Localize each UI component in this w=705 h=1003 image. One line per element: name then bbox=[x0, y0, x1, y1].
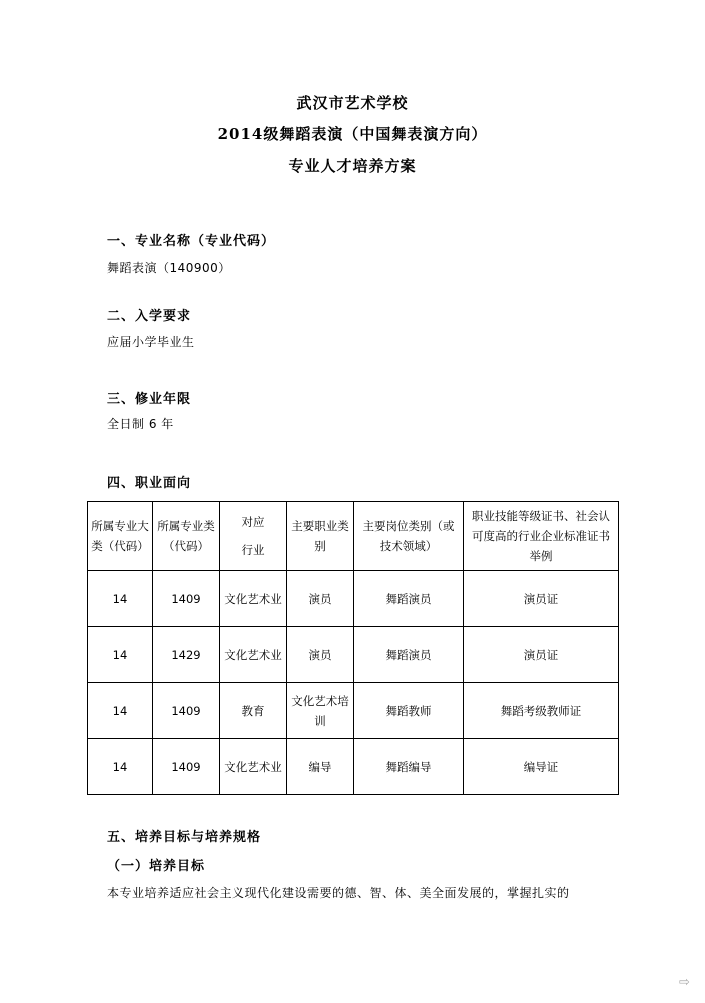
program-title: 2014级舞蹈表演（中国舞表演方向） bbox=[217, 125, 488, 143]
section-1-heading: 一、专业名称（专业代码） bbox=[107, 234, 276, 249]
section-5-heading: 五、培养目标与培养规格 bbox=[107, 830, 262, 845]
header-cell: 职业技能等级证书、社会认可度高的行业企业标准证书举例 bbox=[464, 502, 619, 571]
next-page-arrow-icon[interactable]: ⇨ bbox=[679, 975, 690, 990]
table-row bbox=[88, 683, 619, 739]
table-cell: 文化艺术业 bbox=[220, 627, 287, 683]
header-cell: 主要岗位类别（或技术领域） bbox=[354, 502, 464, 571]
table-cell: 演员 bbox=[287, 627, 354, 683]
section-2-text: 应届小学毕业生 bbox=[107, 335, 195, 349]
table-row bbox=[88, 739, 619, 795]
table-cell: 1429 bbox=[153, 627, 220, 683]
table-cell: 14 bbox=[88, 627, 153, 683]
document-title: 专业人才培养方案 bbox=[288, 157, 417, 175]
table-cell: 教育 bbox=[220, 683, 287, 739]
table-cell: 文化艺术业 bbox=[220, 571, 287, 627]
table-cell: 14 bbox=[88, 683, 153, 739]
table-cell: 1409 bbox=[153, 739, 220, 795]
table-cell: 编导证 bbox=[464, 739, 619, 795]
section-5-subheading: （一）培养目标 bbox=[107, 859, 206, 874]
table-cell: 14 bbox=[88, 571, 153, 627]
table-header-row bbox=[88, 502, 619, 571]
table-row bbox=[88, 627, 619, 683]
table-cell: 舞蹈编导 bbox=[354, 739, 464, 795]
section-3-heading: 三、修业年限 bbox=[107, 392, 192, 407]
section-2-heading: 二、入学要求 bbox=[107, 309, 192, 324]
section-5-text: 本专业培养适应社会主义现代化建设需要的德、智、体、美全面发展的，掌握扎实的 bbox=[107, 886, 570, 900]
occupation-table bbox=[87, 501, 619, 795]
table-cell: 舞蹈演员 bbox=[354, 571, 464, 627]
table-cell: 演员 bbox=[287, 571, 354, 627]
table-cell: 舞蹈考级教师证 bbox=[464, 683, 619, 739]
header-cell: 主要职业类别 bbox=[287, 502, 354, 571]
table-cell: 文化艺术培训 bbox=[287, 683, 354, 739]
table-cell: 1409 bbox=[153, 683, 220, 739]
header-cell: 对应 行业 bbox=[220, 502, 287, 571]
section-1-text: 舞蹈表演（140900） bbox=[107, 261, 231, 275]
section-4-heading: 四、职业面向 bbox=[107, 476, 192, 491]
table-cell: 舞蹈教师 bbox=[354, 683, 464, 739]
table-cell: 演员证 bbox=[464, 571, 619, 627]
table-cell: 14 bbox=[88, 739, 153, 795]
header-cell: 所属专业大类（代码） bbox=[88, 502, 153, 571]
table-row bbox=[88, 571, 619, 627]
section-3-text: 全日制 6 年 bbox=[107, 417, 174, 431]
table-cell: 演员证 bbox=[464, 627, 619, 683]
school-name: 武汉市艺术学校 bbox=[296, 94, 409, 112]
table-cell: 编导 bbox=[287, 739, 354, 795]
table-cell: 舞蹈演员 bbox=[354, 627, 464, 683]
table-cell: 1409 bbox=[153, 571, 220, 627]
table-cell: 文化艺术业 bbox=[220, 739, 287, 795]
header-cell: 所属专业类（代码） bbox=[153, 502, 220, 571]
